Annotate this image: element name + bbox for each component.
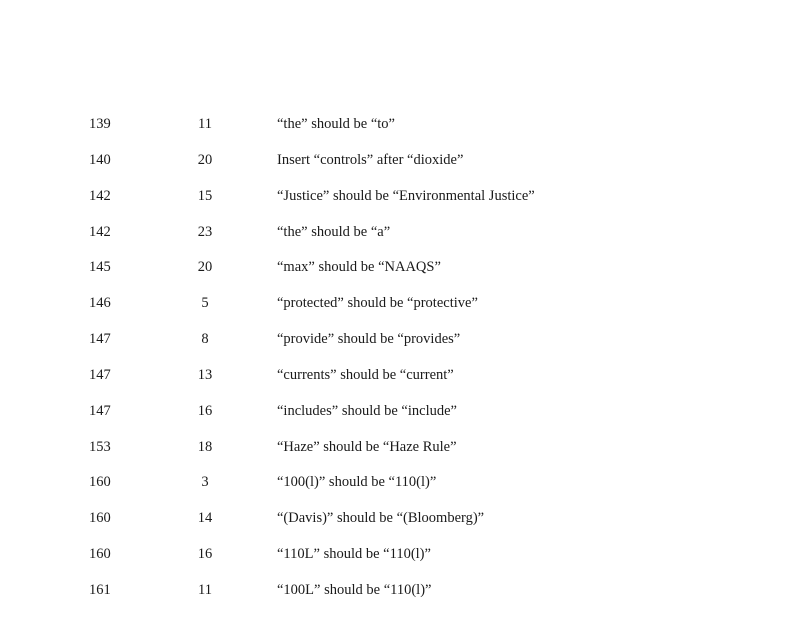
correction-text: “the” should be “a” xyxy=(277,223,391,240)
correction-text: “Justice” should be “Environmental Justice” xyxy=(277,187,535,204)
page-number: 142 xyxy=(89,187,111,204)
correction-text: “provide” should be “provides” xyxy=(277,331,461,348)
line-number: 5 xyxy=(201,295,209,312)
errata-row xyxy=(0,435,800,471)
line-number: 20 xyxy=(197,259,213,276)
errata-row xyxy=(0,327,800,363)
line-number: 11 xyxy=(198,581,212,598)
page-number: 147 xyxy=(89,366,111,383)
errata-row xyxy=(0,184,800,220)
line-number: 23 xyxy=(197,223,213,240)
line-number: 15 xyxy=(197,187,213,204)
correction-text: “Haze” should be “Haze Rule” xyxy=(277,438,457,455)
errata-row xyxy=(0,506,800,542)
errata-list xyxy=(0,112,800,614)
correction-text: “protected” should be “protective” xyxy=(277,295,478,312)
page-number: 145 xyxy=(89,259,111,276)
errata-row xyxy=(0,255,800,291)
page-number: 146 xyxy=(89,295,111,312)
page-number: 160 xyxy=(89,510,111,527)
errata-row xyxy=(0,363,800,399)
correction-text: “(Davis)” should be “(Bloomberg)” xyxy=(277,510,485,527)
line-number: 13 xyxy=(197,366,213,383)
line-number: 14 xyxy=(197,510,213,527)
errata-row xyxy=(0,578,800,614)
page-number: 147 xyxy=(89,402,111,419)
page-number: 142 xyxy=(89,223,111,240)
line-number: 16 xyxy=(197,402,213,419)
line-number: 18 xyxy=(197,438,213,455)
page-number: 161 xyxy=(89,581,111,598)
errata-row xyxy=(0,542,800,578)
correction-text: Insert “controls” after “dioxide” xyxy=(277,151,464,168)
errata-row xyxy=(0,291,800,327)
line-number: 16 xyxy=(197,546,213,563)
correction-text: “currents” should be “current” xyxy=(277,366,454,383)
errata-row xyxy=(0,399,800,435)
correction-text: “max” should be “NAAQS” xyxy=(277,259,441,276)
correction-text: “100L” should be “110(l)” xyxy=(277,581,432,598)
page-number: 139 xyxy=(89,116,111,132)
correction-text: “100(l)” should be “110(l)” xyxy=(277,474,437,491)
errata-row xyxy=(0,470,800,506)
page-number: 140 xyxy=(89,151,111,168)
page-number: 153 xyxy=(89,438,111,455)
correction-text: “the” should be “to” xyxy=(277,116,395,132)
line-number: 8 xyxy=(201,331,209,348)
errata-row xyxy=(0,112,800,148)
page-number: 160 xyxy=(89,474,111,491)
page-number: 160 xyxy=(89,546,111,563)
line-number: 11 xyxy=(198,116,212,132)
line-number: 20 xyxy=(197,151,213,168)
errata-row xyxy=(0,148,800,184)
line-number: 3 xyxy=(201,474,209,491)
errata-row xyxy=(0,220,800,256)
correction-text: “includes” should be “include” xyxy=(277,402,457,419)
correction-text: “110L” should be “110(l)” xyxy=(277,546,431,563)
page-number: 147 xyxy=(89,331,111,348)
